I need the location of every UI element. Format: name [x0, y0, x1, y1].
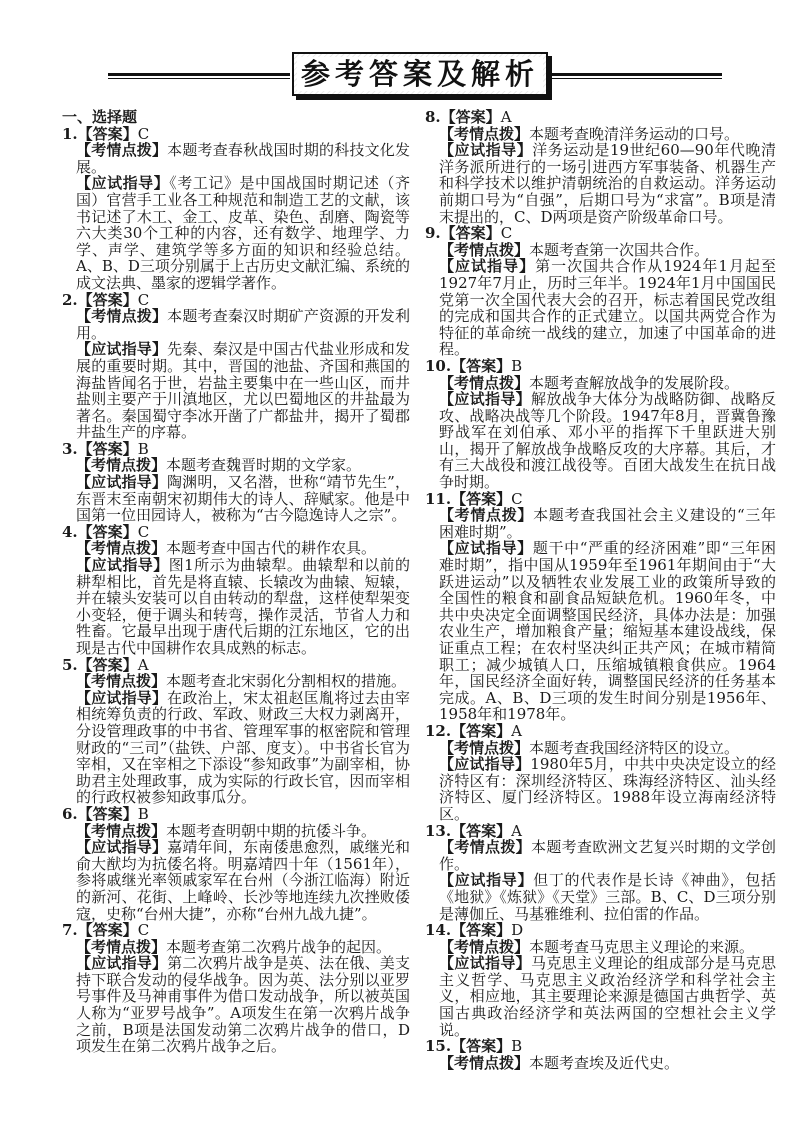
answer-label: 【答案】	[77, 290, 138, 309]
question-number: 9.	[425, 224, 441, 243]
answer-label: 【答案】	[77, 439, 138, 458]
answer-value: B	[137, 439, 149, 458]
answer-line	[62, 126, 410, 143]
answer-label: 【答案】	[451, 721, 512, 740]
answer-line	[62, 806, 410, 823]
analysis-paragraph	[76, 823, 410, 840]
guide-label: 【应试指导】	[76, 174, 170, 193]
answer-line	[425, 491, 776, 508]
guide-paragraph	[76, 341, 410, 441]
answer-label: 【答案】	[451, 921, 512, 940]
answer-line	[425, 1038, 776, 1055]
guide-label: 【应试指导】	[76, 954, 168, 973]
title-box	[292, 52, 548, 96]
answer-value: C	[137, 124, 150, 143]
question-number: 3.	[62, 439, 78, 458]
guide-text: 先秦、秦汉是中国古代盐业形成和发展的重要时期。其中，晋国的池盐、齐国和燕国的海盐皆闻名于世，岩盐主要集中在一些山区，而井盐则主要产于川滇地区，尤以巴蜀地区的井盐最为著名。秦国蜀守李冰开凿了广都盐井，揭开了蜀郡井盐生产的序幕。	[76, 340, 410, 442]
question-item	[62, 292, 410, 441]
answer-label: 【答案】	[440, 108, 501, 126]
guide-paragraph	[439, 955, 776, 1038]
question-item	[425, 109, 776, 225]
analysis-label: 【考情点拨】	[76, 539, 167, 558]
guide-label: 【应试指导】	[439, 257, 536, 276]
analysis-paragraph	[76, 673, 410, 690]
analysis-text: 本题考查第二次鸦片战争的起因。	[166, 937, 392, 956]
question-item	[62, 524, 410, 657]
question-number: 8.	[425, 108, 441, 126]
question-number: 4.	[62, 522, 78, 541]
answer-label: 【答案】	[77, 655, 138, 674]
guide-paragraph	[76, 557, 410, 657]
guide-text: 《考工记》是中国战国时期记述（齐国）官营手工业各工种规范和制造工艺的文献，该书记述了木工、金工、皮革、染色、刮磨、陶瓷等六大类30个工种的内容，还有数学、地理学、力学、声学、建筑学等多方面的知识和经验总结。A、B、D三项分别属于上古历史文献汇编、系统的成文法典、墨家的逻辑学著作。	[76, 174, 410, 292]
question-item	[425, 225, 776, 358]
guide-paragraph	[439, 540, 776, 723]
analysis-label: 【考情点拨】	[439, 738, 530, 757]
guide-text: 陶渊明，又名潜，世称“靖节先生”，东晋末至南朝宋初期伟大的诗人、辞赋家。他是中国第一位田园诗人，被称为“古今隐逸诗人之宗”。	[76, 473, 410, 525]
question-item	[62, 657, 410, 806]
question-number: 13.	[425, 821, 452, 840]
answer-value: B	[511, 1037, 523, 1056]
answer-value: C	[511, 489, 523, 508]
page-title: 参考答案及解析	[297, 57, 543, 91]
analysis-label: 【考情点拨】	[439, 124, 530, 143]
guide-paragraph	[76, 175, 410, 291]
question-item	[425, 823, 776, 923]
answer-value: A	[500, 108, 512, 126]
analysis-text: 本题考查马克思主义理论的来源。	[529, 937, 755, 956]
guide-paragraph	[439, 391, 776, 491]
analysis-paragraph	[439, 242, 776, 259]
answer-value: C	[137, 921, 150, 940]
guide-paragraph	[439, 258, 776, 358]
guide-paragraph	[76, 474, 410, 524]
analysis-paragraph	[439, 839, 776, 872]
guide-paragraph	[439, 142, 776, 225]
guide-paragraph	[439, 756, 776, 822]
answer-value: C	[137, 290, 150, 309]
answer-label: 【答案】	[451, 1037, 512, 1056]
analysis-text: 本题考查晚清洋务运动的口号。	[529, 124, 740, 143]
analysis-paragraph	[76, 939, 410, 956]
guide-text: 在政治上，宋太祖赵匡胤将过去由宰相统筹负责的行政、军政、财政三大权力剥离开，分设管理政事的中书省、管理军事的枢密院和管理财政的“三司”（盐铁、户部、度支）。中书省长官为宰相，又在宰相之下添设“参知政事”为副宰相，协助君主处理政事，成为实际的行政长官，因而宰相的行政权被参知政事瓜分。	[76, 688, 410, 807]
answer-line	[425, 358, 776, 375]
analysis-label: 【考情点拨】	[439, 1053, 530, 1072]
answer-line	[62, 922, 410, 939]
guide-text: 图1所示为曲辕犁。曲辕犁和以前的耕犁相比，首先是将直辕、长辕改为曲辕、短辕，并在辕头安装可以自由转动的犁盘，这样使犁架变小变轻，便于调头和转弯，操作灵活，节省人力和牲畜。它最早出现于唐代后期的江东地区，它的出现是古代中国耕作农具成熟的标志。	[76, 556, 410, 657]
question-number: 14.	[425, 921, 452, 940]
analysis-text: 本题考查中国古代的耕作农具。	[166, 539, 377, 558]
analysis-text: 本题考查解放战争的发展阶段。	[529, 373, 740, 392]
answer-label: 【答案】	[440, 224, 501, 243]
guide-label: 【应试指导】	[76, 838, 168, 857]
analysis-text: 本题考查埃及近代史。	[529, 1053, 680, 1072]
right-column	[425, 109, 776, 1071]
analysis-label: 【考情点拨】	[439, 937, 530, 956]
analysis-paragraph	[439, 126, 776, 143]
guide-paragraph	[76, 690, 410, 806]
answer-line	[425, 823, 776, 840]
guide-text: 嘉靖年间，东南倭患愈烈，戚继光和俞大猷均为抗倭名将。明嘉靖四十年（1561年），参将戚继光率领戚家军在台州（今浙江临海）附近的新河、花街、上峰岭、长沙等地连续九次挫败倭寇，史称“台州大捷”，亦称“台州九战九捷”。	[76, 838, 410, 923]
answer-value: B	[137, 804, 149, 823]
question-item	[425, 1038, 776, 1071]
answer-value: A	[511, 821, 522, 840]
answer-line	[425, 225, 776, 242]
analysis-text: 本题考查欧洲文艺复兴时期的文学创作。	[439, 838, 776, 873]
guide-label: 【应试指导】	[76, 556, 169, 575]
analysis-text: 本题考查春秋战国时期的科技文化发展。	[76, 141, 410, 176]
question-number: 6.	[62, 804, 78, 823]
answer-label: 【答案】	[451, 821, 512, 840]
question-number: 5.	[62, 655, 78, 674]
guide-text: 洋务运动是19世纪60—90年代晚清洋务派所进行的一场引进西方军事装备、机器生产和科学技术以维护清朝统治的自救运动。洋务运动前期口号为“自强”，后期口号为“求富”。B项是清末提出的，C、D两项是资产阶级革命口号。	[439, 141, 776, 226]
answer-label: 【答案】	[77, 921, 138, 940]
guide-text: 马克思主义理论的组成部分是马克思主义哲学、马克思主义政治经济学和科学社会主义，相应地，其主要理论来源是德国古典哲学、英国古典政治经济学和英法两国的空想社会主义学说。	[439, 954, 776, 1039]
analysis-paragraph	[76, 142, 410, 175]
analysis-paragraph	[76, 308, 410, 341]
answer-line	[425, 109, 776, 126]
answer-label: 【答案】	[77, 804, 138, 823]
guide-label: 【应试指导】	[439, 871, 534, 890]
analysis-paragraph	[439, 1055, 776, 1072]
question-item	[62, 806, 410, 922]
question-item	[425, 358, 776, 491]
left-column	[62, 109, 410, 1055]
question-item	[425, 723, 776, 823]
guide-text: 但丁的代表作是长诗《神曲》，包括《地狱》《炼狱》《天堂》三部。B、C、D三项分别是薄伽丘、马基雅维利、拉伯雷的作品。	[439, 871, 776, 923]
analysis-label: 【考情点拨】	[76, 937, 167, 956]
answer-label: 【答案】	[451, 356, 512, 375]
question-number: 11.	[425, 489, 452, 508]
guide-label: 【应试指导】	[439, 755, 531, 774]
question-item	[62, 922, 410, 1055]
analysis-paragraph	[439, 740, 776, 757]
answer-label: 【答案】	[77, 124, 138, 143]
answer-label: 【答案】	[451, 489, 512, 508]
header-rule-right	[552, 73, 722, 79]
answer-label: 【答案】	[77, 522, 138, 541]
answer-line	[62, 292, 410, 309]
question-number: 1.	[62, 124, 78, 143]
analysis-text: 本题考查第一次国共合作。	[529, 240, 710, 259]
question-item	[62, 441, 410, 524]
analysis-text: 本题考查明朝中期的抗倭斗争。	[166, 821, 377, 840]
analysis-label: 【考情点拨】	[76, 141, 168, 160]
answer-value: A	[137, 655, 149, 674]
guide-label: 【应试指导】	[439, 539, 533, 558]
answer-line	[62, 657, 410, 674]
question-item	[62, 126, 410, 292]
analysis-label: 【考情点拨】	[76, 307, 168, 326]
analysis-label: 【考情点拨】	[76, 672, 167, 691]
guide-text: 1980年5月，中共中央决定设立的经济特区有：深圳经济特区、珠海经济特区、汕头经济特区、厦门经济特区。1988年设立海南经济特区。	[439, 755, 776, 823]
analysis-label: 【考情点拨】	[439, 838, 531, 857]
analysis-label: 【考情点拨】	[76, 821, 167, 840]
analysis-label: 【考情点拨】	[76, 456, 167, 475]
guide-label: 【应试指导】	[439, 390, 531, 409]
analysis-text: 本题考查魏晋时期的文学家。	[166, 456, 362, 475]
analysis-paragraph	[76, 540, 410, 557]
guide-text: 题干中“严重的经济困难”即“三年困难时期”，指中国从1959年至1961年期间由于“大跃进运动”以及牺牲农业发展工业的政策所导致的全国性的粮食和副食品短缺危机。1960年冬，中共中央决定全面调整国民经济，具体办法是：加强农业生产，增加粮食产量；缩短基本建设战线，保证重点工程；在农村坚决纠正共产风；在城市精简职工；减少城镇人口，压缩城镇粮食供应。1964年，国民经济全面好转，调整国民经济的任务基本完成。A、B、D三项的发生时间分别是1956年、1958年和1978年。	[439, 539, 776, 724]
analysis-paragraph	[439, 375, 776, 392]
answer-value: D	[511, 921, 524, 940]
question-number: 2.	[62, 290, 78, 309]
analysis-label: 【考情点拨】	[439, 240, 530, 259]
analysis-label: 【考情点拨】	[439, 506, 534, 525]
answer-value: C	[137, 522, 150, 541]
question-number: 12.	[425, 721, 452, 740]
guide-label: 【应试指导】	[76, 688, 168, 707]
analysis-paragraph	[76, 457, 410, 474]
question-number: 15.	[425, 1037, 452, 1056]
guide-text: 第一次国共合作从1924年1月起至1927年7月止，历时三年半。1924年1月中国国民党第一次全国代表大会的召开，标志着国民党改组的完成和国共合作的正式建立。以国共两党合作为特征的革命统一战线的建立，加速了中国革命的进程。	[439, 257, 776, 359]
guide-paragraph	[76, 955, 410, 1055]
analysis-paragraph	[439, 939, 776, 956]
analysis-text: 本题考查我国社会主义建设的“三年困难时期”。	[439, 506, 776, 541]
guide-label: 【应试指导】	[76, 473, 167, 492]
answer-line	[62, 441, 410, 458]
analysis-label: 【考情点拨】	[439, 373, 530, 392]
guide-label: 【应试指导】	[439, 141, 533, 160]
guide-text: 第二次鸦片战争是英、法在俄、美支持下联合发动的侵华战争。因为英、法分别以亚罗号事件及马神甫事件为借口发动战争，所以被英国人称为“亚罗号战争”。A项发生在第一次鸦片战争之前，B项是法国发动第二次鸦片战争的借口，D项发生在第二次鸦片战争之后。	[76, 954, 410, 1056]
guide-text: 解放战争大体分为战略防御、战略反攻、战略决战等几个阶段。1947年8月，晋冀鲁豫野战军在刘伯承、邓小平的指挥下千里跃进大别山，揭开了解放战争战略反攻的大序幕。其后，才有三大战役和渡江战役等。百团大战发生在抗日战争时期。	[439, 390, 776, 492]
analysis-paragraph	[439, 507, 776, 540]
answer-line	[425, 723, 776, 740]
answer-value: A	[511, 721, 522, 740]
guide-paragraph	[439, 872, 776, 922]
guide-paragraph	[76, 839, 410, 922]
analysis-text: 本题考查我国经济特区的设立。	[529, 738, 740, 757]
question-number: 7.	[62, 921, 78, 940]
analysis-text: 本题考查秦汉时期矿产资源的开发利用。	[76, 307, 410, 342]
answer-line	[62, 524, 410, 541]
answer-line	[425, 922, 776, 939]
question-number: 10.	[425, 356, 452, 375]
guide-label: 【应试指导】	[76, 340, 168, 359]
analysis-text: 本题考查北宋弱化分割相权的措施。	[166, 672, 407, 691]
section-title: 一、选择题	[62, 108, 138, 126]
answer-value: B	[511, 356, 523, 375]
question-item	[425, 491, 776, 723]
header-rule-left	[108, 73, 290, 79]
question-item	[425, 922, 776, 1038]
answer-value: C	[500, 224, 513, 243]
guide-label: 【应试指导】	[439, 954, 531, 973]
